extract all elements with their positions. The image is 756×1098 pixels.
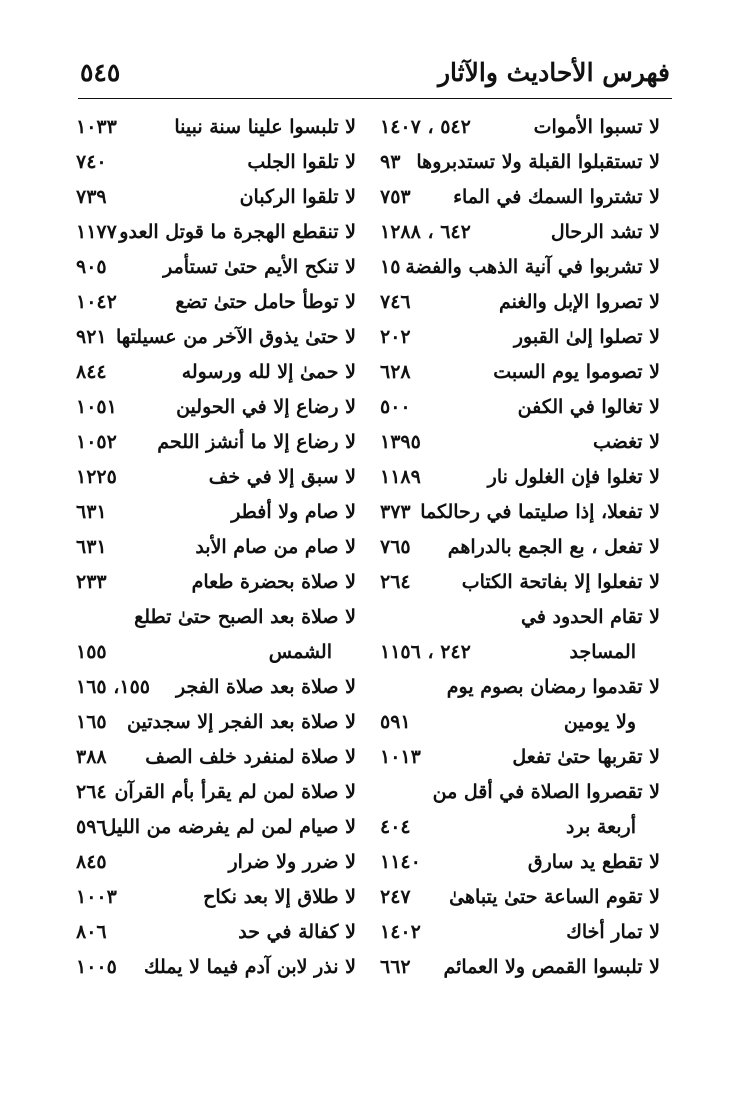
entry-page-ref: ١٦٥ [76, 711, 107, 733]
entry-text: لا صلاة بحضرة طعام [191, 571, 356, 593]
entry-text: لا رضاع إلا في الحولين [176, 396, 356, 418]
entry-page-ref: ٢٠٢ [380, 326, 411, 348]
index-entry [376, 915, 666, 950]
entry-text: لا صام ولا أفطر [231, 501, 356, 523]
entry-page-ref: ١٠٤٢ [76, 291, 117, 313]
entry-page-ref: ٨٤٥ [76, 851, 107, 873]
index-entry [72, 180, 362, 215]
entry-page-ref: ٧٣٩ [76, 186, 107, 208]
index-entry [376, 670, 666, 705]
entry-text: لا توطأ حامل حتىٰ تضع [175, 291, 356, 313]
entry-page-ref: ٢٤٧ [380, 886, 411, 908]
index-entry [376, 250, 666, 285]
entry-text: لا صلاة بعد صلاة الفجر [176, 676, 356, 698]
entry-page-ref: ٥٤٢ ، ١٤٠٧ [380, 116, 471, 138]
index-entry [376, 740, 666, 775]
entry-text: لا تنقطع الهجرة ما قوتل العدو [119, 221, 356, 243]
index-entry [72, 565, 362, 600]
entry-text: لا صلاة لمنفرد خلف الصف [145, 746, 356, 768]
entry-page-ref: ١١٨٩ [380, 466, 421, 488]
page-number: ٥٤٥ [80, 58, 121, 87]
entry-text: لا تسبوا الأموات [533, 116, 660, 138]
entry-text: لا حمىٰ إلا لله ورسوله [181, 361, 356, 383]
index-entry [376, 810, 666, 845]
entry-text: لا رضاع إلا ما أنشز اللحم [157, 431, 356, 453]
entry-page-ref: ٥٩٦ [76, 816, 107, 838]
entry-page-ref: ١١٤٠ [380, 851, 421, 873]
index-entry [376, 565, 666, 600]
entry-page-ref: ٦٢٨ [380, 361, 411, 383]
entry-text: لا صام من صام الأبد [195, 536, 356, 558]
index-entry [72, 250, 362, 285]
entry-page-ref: ٦٦٢ [380, 956, 411, 978]
entry-page-ref: ٨٤٤ [76, 361, 107, 383]
entry-page-ref: ٥٩١ [380, 711, 411, 733]
entry-page-ref: ٢٦٤ [380, 571, 411, 593]
index-entry [72, 880, 362, 915]
entry-page-ref: ١٥٥ [76, 641, 107, 663]
entry-page-ref: ٩٠٥ [76, 256, 107, 278]
entry-page-ref: ٧٤٠ [76, 151, 107, 173]
index-entry [72, 495, 362, 530]
header-rule [78, 98, 672, 99]
entry-page-ref: ٩٢١ [76, 326, 107, 348]
index-entry [72, 110, 362, 145]
index-entry [72, 670, 362, 705]
index-entry [72, 285, 362, 320]
entry-text: لا تشتروا السمك في الماء [453, 186, 660, 208]
entry-page-ref: ١٥ [380, 256, 401, 278]
index-entry [376, 950, 666, 985]
index-entry [72, 320, 362, 355]
entry-page-ref: ٧٦٥ [380, 536, 411, 558]
entry-page-ref: ١٠٥٢ [76, 431, 117, 453]
entry-text: لا صيام لمن لم يفرضه من الليل [102, 816, 356, 838]
entry-page-ref: ٥٠٠ [380, 396, 411, 418]
index-entry [72, 705, 362, 740]
index-entry [376, 180, 666, 215]
entry-text: لا تلقوا الركبان [239, 186, 356, 208]
entry-page-ref: ٦٣١ [76, 501, 107, 523]
index-entry [72, 775, 362, 810]
index-entry [376, 880, 666, 915]
entry-text: لا تستقبلوا القبلة ولا تستدبروها [416, 151, 660, 173]
entry-page-ref: ١٤٠٢ [380, 921, 421, 943]
entry-text: لا صلاة بعد الفجر إلا سجدتين [127, 711, 356, 733]
entry-page-ref: ١٠٠٥ [76, 956, 117, 978]
entry-text: أربعة برد [566, 816, 636, 838]
entry-text: لا صلاة بعد الصبح حتىٰ تطلع [134, 606, 356, 628]
index-entry [72, 355, 362, 390]
entry-text: لا تقوم الساعة حتىٰ يتباهىٰ [449, 886, 660, 908]
entry-page-ref: ١٢٢٥ [76, 466, 117, 488]
entry-page-ref: ٦٤٢ ، ١٢٨٨ [380, 221, 471, 243]
entry-text: لا تغضب [592, 431, 660, 453]
page-header [80, 52, 670, 96]
index-entry [376, 460, 666, 495]
entry-text: لا تقطع يد سارق [527, 851, 660, 873]
index-entry [376, 145, 666, 180]
index-entry [376, 215, 666, 250]
index-entry [72, 145, 362, 180]
index-entry [376, 425, 666, 460]
entry-text: لا تفعلوا إلا بفاتحة الكتاب [461, 571, 660, 593]
index-column-left [72, 110, 362, 990]
index-entry [376, 495, 666, 530]
index-entry [72, 740, 362, 775]
entry-text: لا تقصروا الصلاة في أقل من [432, 781, 660, 803]
entry-text: لا تشربوا في آنية الذهب والفضة [405, 256, 660, 278]
entry-text: لا تصروا الإبل والغنم [499, 291, 660, 313]
entry-text: لا تلقوا الجلب [247, 151, 356, 173]
index-entry [72, 600, 362, 635]
entry-page-ref: ١٣٩٥ [380, 431, 421, 453]
index-entry [72, 915, 362, 950]
entry-page-ref: ٣٨٨ [76, 746, 107, 768]
index-entry [376, 390, 666, 425]
index-entry [72, 425, 362, 460]
index-entry [72, 215, 362, 250]
entry-text: لا تغلوا فإن الغلول نار [487, 466, 660, 488]
entry-page-ref: ١٠٥١ [76, 396, 117, 418]
entry-text: لا ضرر ولا ضرار [228, 851, 356, 873]
index-entry [72, 950, 362, 985]
entry-text: لا تقدموا رمضان بصوم يوم [446, 676, 660, 698]
entry-text: لا سبق إلا في خف [208, 466, 356, 488]
entry-text: لا تصلوا إلىٰ القبور [513, 326, 660, 348]
entry-text: لا تقام الحدود في [521, 606, 660, 628]
entry-page-ref: ٢٣٣ [76, 571, 107, 593]
entry-text: لا تشد الرحال [550, 221, 660, 243]
entry-text: لا تغالوا في الكفن [517, 396, 660, 418]
entry-page-ref: ٣٧٣ [380, 501, 411, 523]
index-entry [72, 635, 362, 670]
entry-page-ref: ١٠١٣ [380, 746, 421, 768]
entry-text: لا تقربها حتىٰ تفعل [512, 746, 660, 768]
entry-page-ref: ٢٤٢ ، ١١٥٦ [380, 641, 471, 663]
index-entry [376, 635, 666, 670]
entry-text: المساجد [569, 641, 636, 663]
index-entry [376, 530, 666, 565]
entry-text: لا تلبسوا القمص ولا العمائم [443, 956, 660, 978]
entry-page-ref: ٦٣١ [76, 536, 107, 558]
entry-page-ref: ١١٧٧ [76, 221, 117, 243]
index-entry [72, 530, 362, 565]
index-entry [376, 110, 666, 145]
entry-page-ref: ٧٥٣ [380, 186, 411, 208]
entry-page-ref: ٧٤٦ [380, 291, 411, 313]
entry-page-ref: ٤٠٤ [380, 816, 411, 838]
index-entry [72, 845, 362, 880]
entry-text: لا تمار أخاك [566, 921, 660, 943]
entry-text: ولا يومين [563, 711, 636, 733]
entry-page-ref: ١٠٠٣ [76, 886, 117, 908]
index-entry [376, 705, 666, 740]
entry-text: لا تصوموا يوم السبت [493, 361, 660, 383]
index-entry [376, 355, 666, 390]
entry-page-ref: ٨٠٦ [76, 921, 107, 943]
entry-page-ref: ٩٣ [380, 151, 401, 173]
entry-text: لا صلاة لمن لم يقرأ بأم القرآن [114, 781, 356, 803]
entry-page-ref: ١٠٣٣ [76, 116, 117, 138]
entry-text: لا تفعل ، بع الجمع بالدراهم [447, 536, 660, 558]
index-entry [72, 460, 362, 495]
entry-text: لا نذر لابن آدم فيما لا يملك [143, 956, 356, 978]
index-entry [72, 390, 362, 425]
index-entry [376, 320, 666, 355]
entry-text: لا طلاق إلا بعد نكاح [203, 886, 356, 908]
entry-page-ref: ١٥٥، ١٦٥ [76, 676, 150, 698]
index-entry [376, 600, 666, 635]
entry-text: لا تفعلا، إذا صليتما في رحالكما [420, 501, 660, 523]
entry-page-ref: ٢٦٤ [76, 781, 107, 803]
entry-text: لا كفالة في حد [238, 921, 356, 943]
index-column-right [376, 110, 666, 990]
index-entry [376, 845, 666, 880]
index-entry [376, 775, 666, 810]
index-entry [376, 285, 666, 320]
entry-text: لا تلبسوا علينا سنة نبينا [174, 116, 356, 138]
entry-text: لا تنكح الأيم حتىٰ تستأمر [163, 256, 356, 278]
entry-text: الشمس [268, 641, 332, 663]
index-entry [72, 810, 362, 845]
page-title: فهرس الأحاديث والآثار [437, 58, 670, 87]
entry-text: لا حتىٰ يذوق الآخر من عسيلتها [116, 326, 356, 348]
